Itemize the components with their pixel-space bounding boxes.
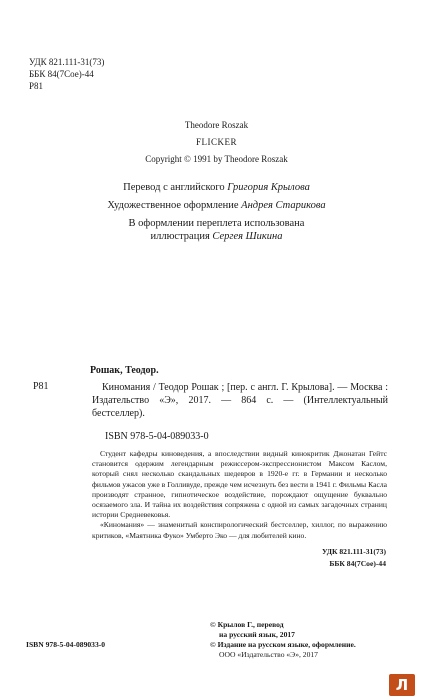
design-prefix: Художественное оформление <box>107 200 242 211</box>
litres-logo-icon: Л <box>389 674 415 696</box>
copyright-translation-line2: на русский язык, 2017 <box>219 630 295 639</box>
catalog-description: Киномания / Теодор Рошак ; [пер. с англ. Г. Крылова]. — Москва : Издательство «Э», 2017. — 864 с. — (Интеллектуальный бестселлер). <box>92 382 388 419</box>
designer-name: Андрея Старикова <box>241 200 326 211</box>
design-credit <box>0 199 433 212</box>
translator-name: Григория Крылова <box>227 182 310 193</box>
catalog-bbk: ББК 84(7Сое)-44 <box>329 559 386 568</box>
copyright-publisher: ООО «Издательство «Э», 2017 <box>219 650 318 659</box>
translation-credit <box>0 181 433 194</box>
catalog-isbn: ISBN 978-5-04-089033-0 <box>105 431 209 442</box>
original-author: Theodore Roszak <box>184 120 249 130</box>
annotation-paragraph-2: «Киномания» — знаменитый конспирологический бестселлер, хиллог, по выражению критиков, «Маятника Фуко» Умберто Эко — для любителей кино. <box>92 520 387 540</box>
cover-credit-line2 <box>0 230 433 243</box>
catalog-heading: Рошак, Теодор. <box>90 365 159 376</box>
copyright-translation-line1: © Крылов Г., перевод <box>210 620 284 629</box>
translation-prefix: Перевод с английского <box>123 182 228 193</box>
annotation <box>92 449 387 541</box>
author-code: Р81 <box>29 81 44 91</box>
illustrator-name: Сергея Шикина <box>212 231 283 242</box>
udk-code: УДК 821.111-31(73) <box>29 57 105 67</box>
original-title: FLICKER <box>195 137 237 147</box>
footer-isbn: ISBN 978-5-04-089033-0 <box>26 640 106 649</box>
cover-prefix: иллюстрация <box>150 231 213 242</box>
copyright-edition: © Издание на русском языке, оформление. <box>210 640 356 649</box>
bbk-code: ББК 84(7Сое)-44 <box>29 69 94 79</box>
copyright-line: Copyright © 1991 by Theodore Roszak <box>145 154 288 164</box>
catalog-code: Р81 <box>33 381 49 392</box>
cover-credit-line1: В оформлении переплета использована <box>128 218 305 229</box>
catalog-udk: УДК 821.111-31(73) <box>321 547 386 556</box>
annotation-paragraph-1: Студент кафедры киноведения, а впоследствии видный кинокритик Джонатан Гейтс становится одержим легендарным режиссером-экспрессионистом Максом Каслом, который снял несколько скандальных шедевров в 1920-е гг. в Германии и несколько фильмов ужасов уже в Голливуде, прежде чем исчезнуть без вести в 1941 г. Фильмы Касла производят странное, гипнотическое воздействие, порождают ощущение буквально осязаемого зла. И тайна их воздействия сопряжена с одной из самых загадочных страниц истории Средневековья. <box>92 449 387 520</box>
